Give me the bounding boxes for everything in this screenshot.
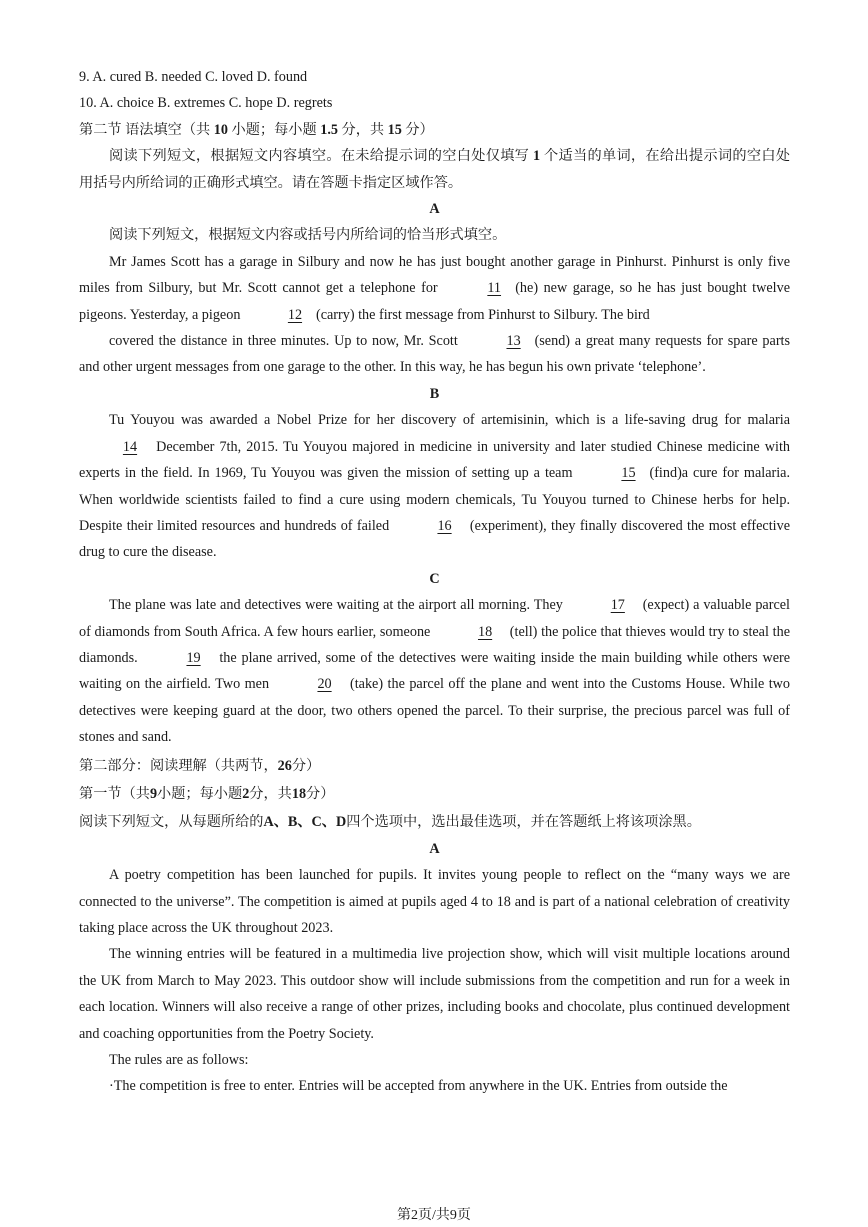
blank-13: 13 — [506, 333, 521, 350]
section2-header-text: 小题；每小题 — [231, 121, 317, 138]
question-9-options: 9. A. cured B. needed C. loved D. found — [79, 69, 308, 85]
reading-a-label: A — [429, 840, 440, 857]
reading-a-paragraph-2: The winning entries will be featured in a multimedia live projection show, which will visit multiple locations around the UK from March to May 2023. This outdoor show will include submissions from the competition and run for a week in each location. Winners will also receive a range of other prizes, including books and chocolate, plus continued development and coaching opportunities from the Poetry Society. — [79, 946, 790, 1042]
passage-c-label: C — [429, 570, 440, 587]
instruction-options: A、B、C、D — [263, 814, 347, 831]
passage-c-paragraph — [79, 592, 790, 750]
passage-a-instruction: 阅读下列短文，根据短文内容或括号内所给词的恰当形式填空。 — [109, 227, 507, 244]
passage-text: The plane was late and detectives were waiting at the airport all morning. They — [109, 597, 567, 614]
question-10-options: 10. A. choice B. extremes C. hope D. regrets — [79, 95, 333, 112]
instruction-text: 个适当的单词，在给出提示词的空白处用括号内所给词的正确形式填空。请在答题卡指定区域作答。 — [79, 148, 791, 191]
section2-header-text: 分） — [405, 121, 434, 138]
passage-text: (send) a great many requests for spare parts and other urgent messages from one garage to the other. In this way, he has begun his own private ‘telephone’. — [79, 333, 791, 376]
passage-text: (tell) the police that thieves would try to steal the diamonds. — [79, 623, 790, 666]
instruction-text: 阅读下列短文，根据短文内容填空。在未给提示词的空白处仅填写 — [109, 148, 530, 165]
blank-17: 17 — [610, 597, 625, 614]
section1-question-count: 9 — [149, 785, 158, 802]
section1-header-text: 小题；每小题 — [157, 785, 243, 802]
passage-text: (take) the parcel off the plane and went into the Customs House. While two detectives were keeping guard at the door, two others opened the parcel. To their surprise, the precious parcel was full of stones and sand. — [79, 676, 790, 746]
instruction-number: 1 — [533, 148, 541, 165]
section2-question-count: 10 — [213, 121, 228, 138]
part2-header-text: 分） — [291, 757, 321, 774]
part2-score: 26 — [277, 757, 292, 774]
blank-12: 12 — [287, 306, 303, 323]
page-content — [79, 64, 790, 1100]
section1-header-text: 分） — [306, 785, 335, 802]
section1-score-total: 18 — [291, 785, 307, 802]
part2-section1-header — [79, 781, 790, 807]
instruction-text: 阅读下列短文，从每题所给的 — [79, 814, 264, 831]
passage-b-paragraph — [79, 407, 790, 565]
section2-instruction — [79, 143, 790, 196]
section1-score-each: 2 — [242, 785, 250, 802]
passage-text: (expect) a valuable parcel of diamonds from South Africa. A few hours earlier, someone — [79, 597, 790, 640]
reading-a-paragraph-3: The rules are as follows: — [109, 1052, 249, 1069]
passage-a-paragraph-1 — [79, 249, 790, 328]
passage-a-paragraph-2 — [79, 328, 790, 381]
blank-16: 16 — [437, 517, 452, 534]
blank-14: 14 — [122, 438, 138, 455]
blank-11: 11 — [487, 280, 502, 297]
passage-text: December 7th, 2015. Tu Youyou majored in medicine in university and later studied Chinese medicine with experts in the field. In 1969, Tu Youyou was given the mission of setting up a team — [79, 438, 790, 482]
passage-text: (carry) the first message from Pinhurst to Silbury. The bird — [315, 306, 650, 323]
passage-b-label: B — [429, 385, 440, 402]
blank-18: 18 — [477, 623, 493, 640]
page-number-footer: 第2页/共9页 — [397, 1208, 471, 1223]
part2-header — [79, 753, 790, 779]
passage-a-label: A — [429, 201, 440, 218]
passage-text: Mr James Scott has a garage in Silbury and now he has just bought another garage in Pinhurst. Pinhurst is only five miles from Silbury, but Mr. Scott cannot get a telephone for — [79, 253, 790, 297]
passage-text: covered the distance in three minutes. Up to now, Mr. Scott — [109, 333, 463, 350]
part2-header-text: 第二部分：阅读理解（共两节， — [79, 757, 278, 774]
section2-header — [79, 117, 790, 143]
instruction-text: 四个选项中，选出最佳选项，并在答题纸上将该项涂黑。 — [346, 814, 701, 831]
blank-20: 20 — [317, 676, 332, 693]
passage-text: the plane arrived, some of the detectives were waiting inside the main building while others were waiting on the airfield. Two men — [79, 649, 791, 693]
reading-a-paragraph-1: A poetry competition has been launched for pupils. It invites young people to reflect on the “many ways we are connected to the universe”. The competition is aimed at pupils aged 4 to 18 and is part of a national celebration of creativity taking place across the UK throughout 2023. — [79, 867, 790, 936]
section2-header-text: 第二节 语法填空（共 — [79, 121, 211, 138]
section1-header-text: 分，共 — [249, 785, 292, 802]
part2-instruction — [79, 809, 790, 835]
section1-header-text: 第一节（共 — [79, 785, 150, 802]
passage-text: (find)a cure for malaria. When worldwide scientists failed to find a cure using modern chemicals, Tu Youyou turned to Chinese herbs for help. Despite their limited resources and hundreds of failed — [79, 465, 790, 534]
section2-score-total: 15 — [387, 121, 402, 138]
blank-15: 15 — [621, 465, 636, 482]
section2-score-each: 1.5 — [320, 121, 338, 138]
passage-text: (experiment), they finally discovered the most effective drug to cure the disease. — [79, 517, 790, 561]
passage-text: (he) new garage, so he has just bought twelve pigeons. Yesterday, a pigeon — [79, 280, 790, 323]
blank-19: 19 — [186, 649, 201, 666]
reading-a-paragraph-4: ·The competition is free to enter. Entries will be accepted from anywhere in the UK. Entries from outside the — [109, 1078, 728, 1095]
section2-header-text: 分，共 — [341, 121, 385, 138]
passage-text: Tu Youyou was awarded a Nobel Prize for her discovery of artemisinin, which is a life-saving drug for malaria — [109, 412, 790, 429]
